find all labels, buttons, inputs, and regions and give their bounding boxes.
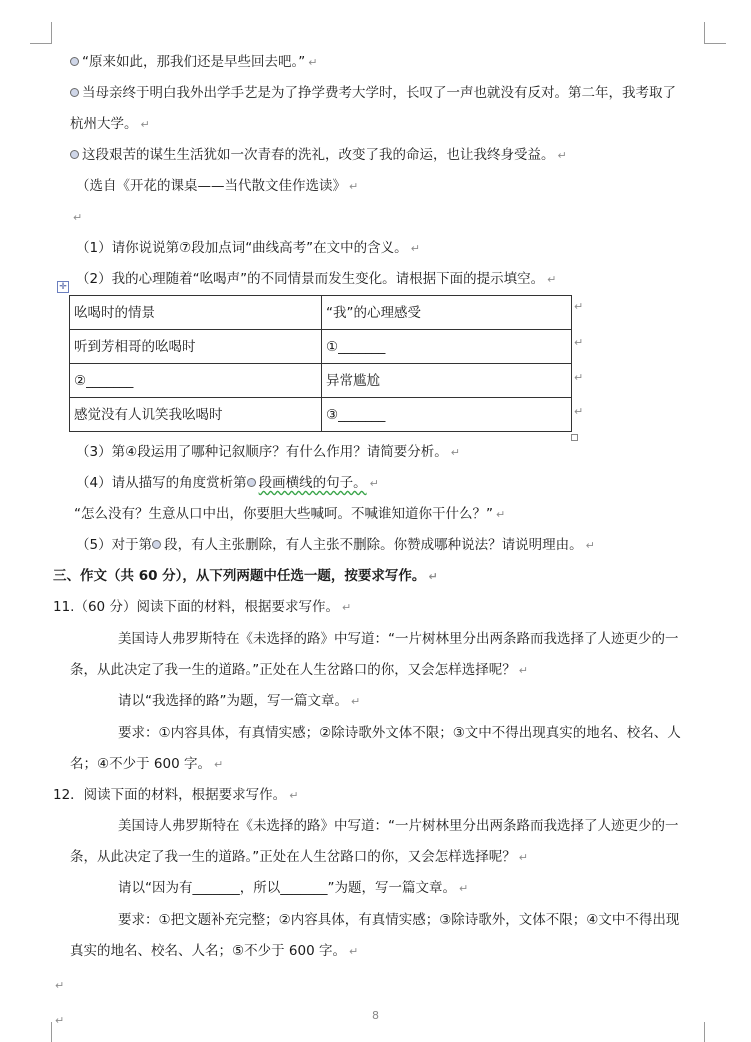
table-resize-handle-icon[interactable] [571, 434, 578, 441]
table-move-handle-icon[interactable]: ✛ [57, 281, 69, 293]
row-end-marker-icon: ↵ [574, 300, 584, 313]
question-11-requirements-cont: 名；④不少于 600 字。 ↵ [70, 756, 224, 772]
paragraph-return-icon: ↵ [213, 758, 224, 771]
paragraph-return-icon: ↵ [459, 882, 469, 895]
paragraph-return-icon: ↵ [348, 945, 359, 958]
paragraph-marker-icon [247, 478, 256, 487]
table-cell: ①_______ [322, 330, 572, 364]
paragraph-return-icon: ↵ [518, 664, 528, 677]
emotion-table [69, 295, 572, 432]
question-2: （2）我的心理随着“吆喝声”的不同情景而发生变化。请根据下面的提示填空。 ↵ [76, 271, 557, 287]
paragraph-return-icon: ↵ [428, 570, 438, 583]
paragraph-return-icon: ↵ [289, 789, 299, 802]
paragraph-marker-icon [70, 150, 79, 159]
question-11-requirements: 要求：①内容具体，有真情实感；②除诗歌外文体不限；③文中不得出现真实的地名、校名、人 [118, 725, 681, 741]
paragraph-return-icon: ↵ [341, 601, 352, 614]
paragraph-return-icon: ↵ [585, 539, 595, 552]
question-12-material: 美国诗人弗罗斯特在《未选择的路》中写道：“一片树林里分出两条路而我选择了人迹更少的一 [118, 818, 679, 834]
text-line: 杭州大学。 ↵ [70, 116, 150, 132]
table-header-cell: “我”的心理感受 [322, 296, 572, 330]
table-cell: 感觉没有人讥笑我吆喝时 [70, 398, 322, 432]
table-cell: ②_______ [70, 364, 322, 398]
table-row [70, 330, 572, 364]
question-12-requirements: 要求：①把文题补充完整；②内容具体，有真情实感；③除诗歌外，文体不限；④文中不得出现 [118, 912, 680, 928]
empty-line [52, 975, 711, 995]
question-5: （5）对于第 段，有人主张删除，有人主张不删除。你赞成哪种说法？请说明理由。 ↵ [76, 537, 595, 553]
paragraph-return-icon: ↵ [369, 477, 379, 490]
paragraph-return-icon: ↵ [73, 211, 83, 224]
paragraph-return-icon: ↵ [547, 273, 557, 286]
text-line: “原来如此，那我们还是早些回去吧。” ↵ [70, 52, 711, 72]
question-11-material-cont: 条，从此决定了我一生的道路。”正处在人生岔路口的你，又会怎样选择呢？ ↵ [70, 662, 528, 678]
table-row [70, 364, 572, 398]
paragraph-return-icon: ↵ [55, 979, 65, 992]
row-end-marker-icon: ↵ [574, 371, 584, 384]
table-cell: ③_______ [322, 398, 572, 432]
question-11-material: 美国诗人弗罗斯特在《未选择的路》中写道：“一片树林里分出两条路而我选择了人迹更少的一 [118, 631, 679, 647]
page-number: 8 [372, 1009, 379, 1022]
crop-mark-top-right-h [704, 43, 726, 44]
text-line: 当母亲终于明白我外出学手艺是为了挣学费考大学时，长叹了一声也就没有反对。第二年，我考取了 [70, 83, 711, 103]
row-end-marker-icon: ↵ [574, 336, 584, 349]
paragraph-marker-icon [70, 57, 79, 66]
row-end-marker-icon: ↵ [574, 405, 584, 418]
paragraph-return-icon: ↵ [518, 851, 528, 864]
paragraph-return-icon: ↵ [496, 508, 506, 521]
text-line: 这段艰苦的谋生生活犹如一次青春的洗礼，改变了我的命运，也让我终身受益。 ↵ [70, 145, 711, 165]
source-citation: （选自《开花的课桌——当代散文佳作选读》 ↵ [76, 178, 359, 194]
crop-mark-top-left-h [30, 43, 52, 44]
question-11-prompt: 请以“我选择的路”为题，写一篇文章。 ↵ [118, 693, 361, 709]
crop-mark-top-left-v [51, 22, 52, 44]
question-4: （4）请从描写的角度赏析第 段画横线的句子。 ↵ [76, 475, 379, 491]
paragraph-return-icon: ↵ [349, 180, 359, 193]
question-1: （1）请你说说第⑦段加点词“曲线高考”在文中的含义。 ↵ [76, 240, 420, 256]
paragraph-return-icon: ↵ [410, 242, 420, 255]
paragraph-return-icon: ↵ [557, 149, 567, 162]
question-12-title: 12．阅读下面的材料，根据要求写作。 ↵ [53, 787, 299, 803]
paragraph-marker-icon [152, 540, 161, 549]
question-12-prompt: 请以“因为有_______，所以_______”为题，写一篇文章。 ↵ [118, 880, 469, 896]
empty-line [70, 207, 711, 227]
table-cell: 听到芳相哥的吆喝时 [70, 330, 322, 364]
table-row [70, 398, 572, 432]
question-12-material-cont: 条，从此决定了我一生的道路。”正处在人生岔路口的你，又会怎样选择呢？ ↵ [70, 849, 528, 865]
paragraph-return-icon: ↵ [140, 118, 150, 131]
question-12-requirements-cont: 真实的地名、校名、人名；⑤不少于 600 字。 ↵ [70, 943, 359, 959]
table-header-cell: 吆喝时的情景 [70, 296, 322, 330]
paragraph-return-icon: ↵ [308, 56, 318, 69]
paragraph-return-icon: ↵ [55, 1014, 65, 1027]
crop-mark-top-right-v [704, 22, 705, 44]
quoted-sentence: “怎么没有？生意从口中出，你要胆大些喊呵。不喊谁知道你干什么？” ↵ [74, 506, 506, 522]
paragraph-marker-icon [70, 88, 79, 97]
question-11-title: 11.（60 分）阅读下面的材料，根据要求写作。 ↵ [53, 599, 352, 615]
question-3: （3）第④段运用了哪种记叙顺序？有什么作用？请简要分析。 ↵ [76, 444, 460, 460]
section-heading: 三、作文（共 60 分），从下列两题中任选一题，按要求写作。 ↵ [53, 568, 438, 584]
paragraph-return-icon: ↵ [450, 446, 460, 459]
table-cell: 异常尴尬 [322, 364, 572, 398]
table-header-row [70, 296, 572, 330]
paragraph-return-icon: ↵ [351, 695, 361, 708]
